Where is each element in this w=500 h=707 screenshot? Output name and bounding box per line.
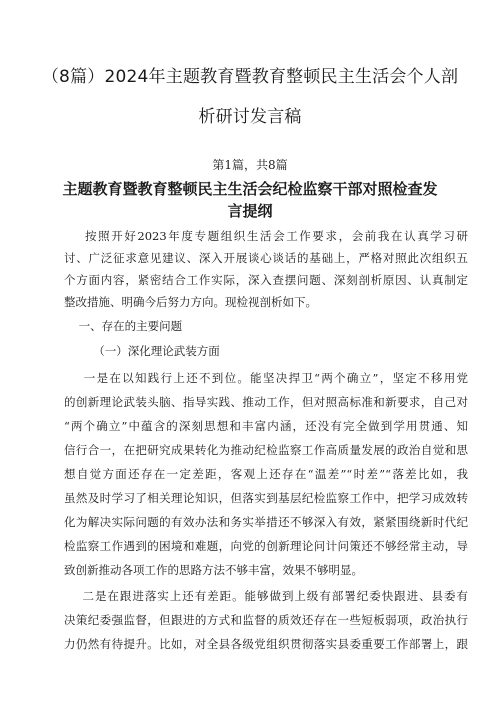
body-text-line: 想自觉方面还存在一定差距，客观上还存在“温差”“时差”“落差比如，我 <box>64 467 468 481</box>
body-text-line: 的创新理论武装头脑、指导实践、推动工作，但对照高标准和新要求，自己对 <box>64 395 468 409</box>
section-heading: 一、存在的主要问题 <box>64 319 183 333</box>
body-text-line: 检监察工作遇到的困境和难题，向党的创新理论问计问策还不够经常主动，导 <box>64 539 468 553</box>
body-text-line: 二是在跟进落实上还有差距。能够做到上级有部署纪委快跟进、县委有 <box>64 589 468 603</box>
body-text-line: 讨、广泛征求意见建议、深入开展谈心谈话的基础上，严格对照此次组织五 <box>64 251 468 265</box>
part-label: 第1篇，共8篇 <box>212 158 288 172</box>
body-text-line: 信行合一，在把研究成果转化为推动纪检监察工作高质量发展的政治自觉和思 <box>64 443 468 457</box>
body-text-line: 致创新推动各项工作的思路方法不够丰富，效果不够明显。 <box>64 563 363 577</box>
body-text-line: 个方面内容，紧密结合工作实际，深入查摆问题、深刻剖析原因、认真制定 <box>64 273 468 287</box>
body-text-line: 按照开好2023年度专题组织生活会工作要求，会前我在认真学习研 <box>64 229 468 243</box>
subsection-heading: （一）深化理论武装方面 <box>64 344 220 358</box>
document-title-line-1: （8篇）2024年主题教育暨教育整顿民主生活会个人剖 <box>41 67 459 87</box>
body-text-line: 整改措施、明确今后努力方向。现检视剖析如下。 <box>64 295 317 309</box>
document-title-line-2: 析研讨发言稿 <box>198 107 302 127</box>
section-title-line-2: 言提纲 <box>227 202 273 220</box>
body-text-line: 化为解决实际问题的有效办法和务实举措还不够深入有效，紧紧围绕新时代纪 <box>64 515 468 529</box>
body-text-line: 力仍然有待提升。比如，对全县各级党组织贯彻落实县委重要工作部署上，跟 <box>64 637 468 651</box>
body-text-line: 决策纪委强监督，但跟进的方式和监督的质效还存在一些短板弱项，政治执行 <box>64 613 468 627</box>
section-title-line-1: 主题教育暨教育整顿民主生活会纪检监察干部对照检查发 <box>62 180 438 198</box>
body-text-line: 虽然及时学习了相关理论知识，但落实到基层纪检监察工作中，把学习成效转 <box>64 491 468 505</box>
body-text-line: 一是在以知践行上还不到位。能坚决捍卫“两个确立”，坚定不移用党 <box>64 371 468 385</box>
body-text-line: “两个确立”中蕴含的深刻思想和丰富内涵，还没有完全做到学用贯通、知 <box>64 419 468 433</box>
